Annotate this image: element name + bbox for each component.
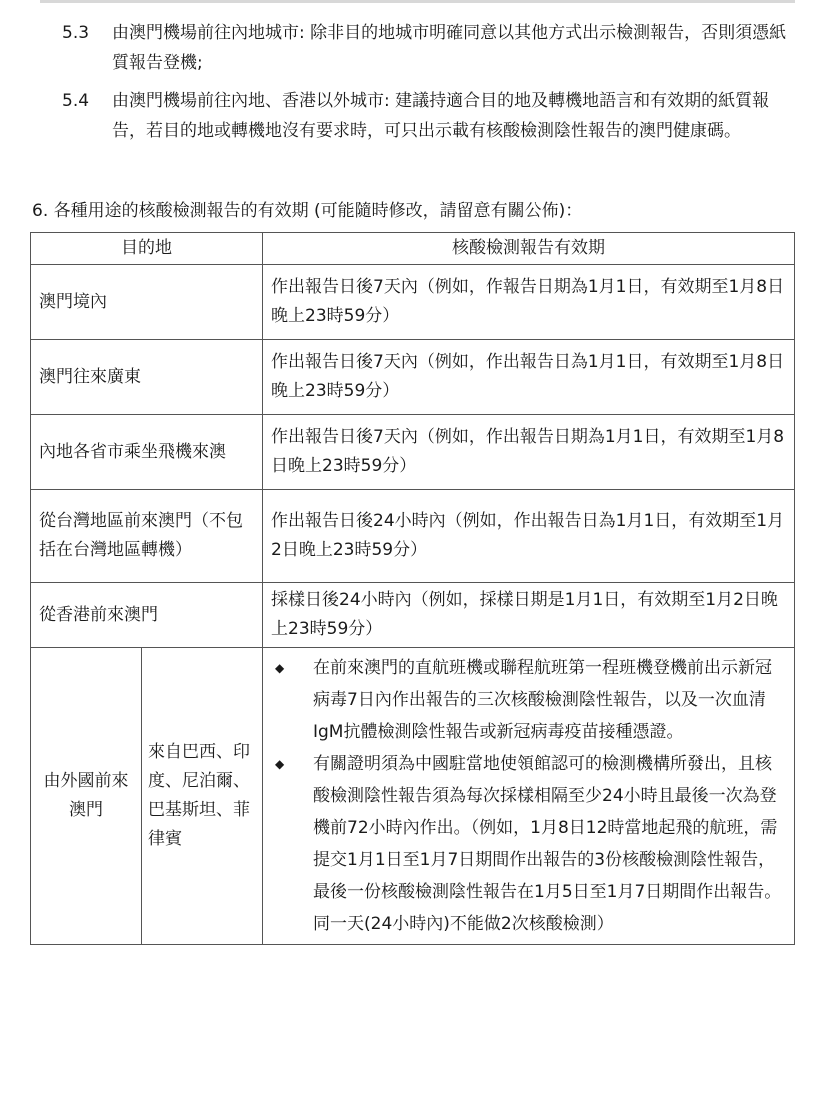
diamond-bullet-icon: ◆: [275, 757, 285, 771]
list-item-text: 在前來澳門的直航班機或聯程航班第一程班機登機前出示新冠病毒7日內作出報告的三次核酸檢測陰性報告，以及一次血清IgM抗體檢測陰性報告或新冠病毒疫苗接種憑證。: [313, 658, 772, 742]
item-5-4: [62, 86, 802, 146]
table-header-row: [31, 233, 795, 265]
row-validity: 作出報告日後7天內（例如，作報告日期為1月1日，有效期至1月8日晚上23時59分）: [263, 265, 795, 340]
row-destination: 澳門境內: [31, 265, 263, 340]
row-validity: 作出報告日後24小時內（例如，作出報告日為1月1日，有效期至1月2日晚上23時59分）: [263, 490, 795, 583]
requirement-list: [271, 652, 786, 940]
header-validity: 核酸檢測報告有效期: [263, 233, 795, 265]
item-text: 由澳門機場前往內地、香港以外城市: 建議持適合目的地及轉機地語言和有效期的紙質報告，若目的地或轉機地沒有要求時，可只出示載有核酸檢測陰性報告的澳門健康碼。: [112, 91, 770, 141]
row-validity: 作出報告日後7天內（例如，作出報告日期為1月1日，有效期至1月8日晚上23時59分）: [263, 415, 795, 490]
row-origin-countries: 來自巴西、印度、尼泊爾、巴基斯坦、菲律賓: [142, 648, 263, 945]
list-item: [271, 652, 786, 748]
row-validity: 作出報告日後7天內（例如，作出報告日為1月1日，有效期至1月8日晚上23時59分）: [263, 340, 795, 415]
item-number: 5.3: [62, 23, 90, 43]
row-requirements: [263, 648, 795, 945]
section-6-heading: 6. 各種用途的核酸檢測報告的有效期 (可能隨時修改，請留意有關公佈)：: [32, 201, 583, 221]
table-row: [31, 490, 795, 583]
validity-table: [30, 232, 795, 945]
top-divider: [40, 0, 795, 3]
table-row: [31, 583, 795, 648]
row-destination: 澳門往來廣東: [31, 340, 263, 415]
row-validity: 採樣日後24小時內（例如，採樣日期是1月1日，有效期至1月2日晚上23時59分）: [263, 583, 795, 648]
table-row: [31, 415, 795, 490]
table-row-foreign: [31, 648, 795, 945]
item-number: 5.4: [62, 91, 90, 111]
table-row: [31, 265, 795, 340]
item-5-3: [62, 18, 802, 78]
item-text: 由澳門機場前往內地城市: 除非目的地城市明確同意以其他方式出示檢測報告，否則須憑紙質報告登機;: [112, 23, 787, 73]
row-destination: 由外國前來澳門: [31, 648, 142, 945]
row-destination: 內地各省市乘坐飛機來澳: [31, 415, 263, 490]
row-destination: 從台灣地區前來澳門（不包括在台灣地區轉機）: [31, 490, 263, 583]
list-item-text: 有關證明須為中國駐當地使領館認可的檢測機構所發出，且核酸檢測陰性報告須為每次採樣相隔至少24小時且最後一次為登機前72小時內作出。（例如，1月8日12時當地起飛的航班，需提交1月1日至1月7日期間作出報告的3份核酸檢測陰性報告，最後一份核酸檢測陰性報告在1月5日至1月7日期間作出報告。同一天(24小時內)不能做2次核酸檢測）: [313, 754, 782, 934]
diamond-bullet-icon: ◆: [275, 661, 285, 675]
row-destination: 從香港前來澳門: [31, 583, 263, 648]
table-row: [31, 340, 795, 415]
header-destination: 目的地: [31, 233, 263, 265]
list-item: [271, 748, 786, 940]
